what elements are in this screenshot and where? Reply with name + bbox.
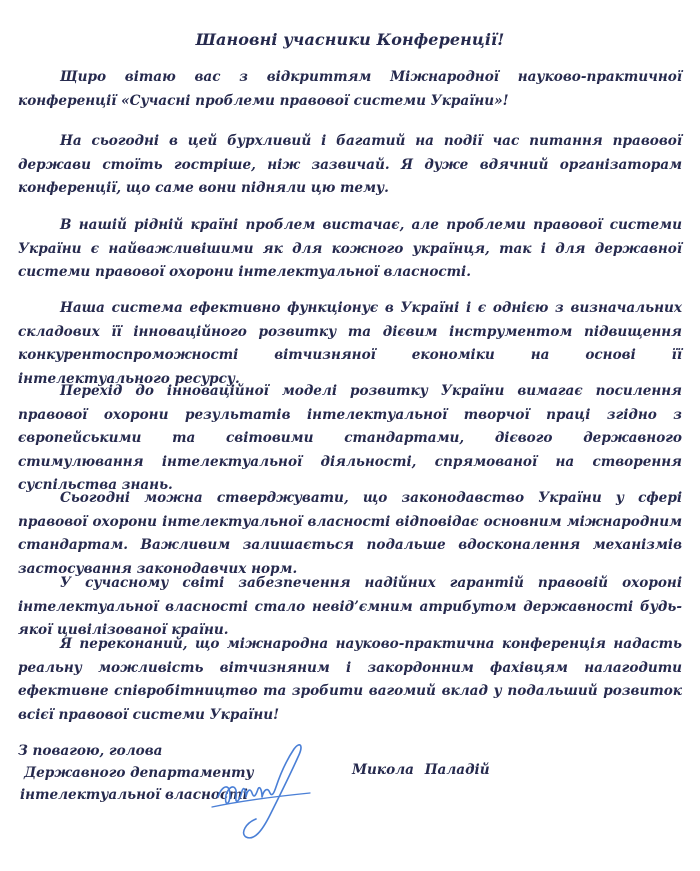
closing-line-department: Державного департаменту — [24, 765, 254, 781]
paragraph-welcome: Щиро вітаю вас з відкриттям Міжнародної науково-практичної конференції «Сучасні проблеми правової системи України»! — [18, 69, 682, 109]
closing-line-ip: інтелектуальної власності — [20, 787, 248, 803]
paragraph-guarantees: У сучасному світі забезпечення надійних гарантій правовій охороні інтелектуальної власності стало невід’ємним атрибутом державності будь-якої цивілізованої країни. — [18, 575, 682, 638]
paragraph-problems: В нашій рідній країні проблем вистачає, але проблеми правової системи України є найважливішими як для кожного українця, так і для державної системи правової охорони інтелектуальної власності. — [18, 217, 682, 280]
paragraph-legislation: Сьогодні можна стверджувати, що законодавство України у сфері правової охорони інтелектуальної власності відповідає основним міжнародним стандартам. Важливим залишається подальше вдосконалення механізмів застосування законодавчих норм. — [18, 490, 682, 577]
handwritten-signature — [200, 735, 330, 845]
paragraph-system: Наша система ефективно функціонує в Україні і є однією з визначальних складових її інноваційного розвитку та дієвим інструментом підвищення конкурентоспроможності вітчизняної економіки на основі її інтелектуального ресурсу. — [18, 300, 682, 387]
paragraph-topic: На сьогодні в цей бурхливий і багатий на події час питання правової держави стоїть гостріше, ніж зазвичай. Я дуже вдячний організаторам конференції, що саме вони підняли цю тему. — [18, 133, 682, 196]
paragraph-innovation: Перехід до інноваційної моделі розвитку України вимагає посилення правової охорони результатів інтелектуальної творчої праці згідно з європейськими та світовими стандартами, дієвого державного стимулювання інтелектуальної діяльності, спрямованої на створення суспільства знань. — [18, 383, 682, 493]
signature-stroke — [218, 745, 301, 838]
closing-line-regards: З повагою, голова — [18, 743, 163, 759]
greeting-heading: Шановні учасники Конференції! — [195, 30, 505, 49]
signer-name: Микола Паладій — [352, 762, 490, 778]
paragraph-conviction: Я переконаний, що міжнародна науково-практична конференція надасть реальну можливість вітчизняним і закордонним фахівцям налагодити ефективне співробітництво та зробити вагомий вклад у подальший розвиток всієї правової системи України! — [18, 636, 682, 723]
